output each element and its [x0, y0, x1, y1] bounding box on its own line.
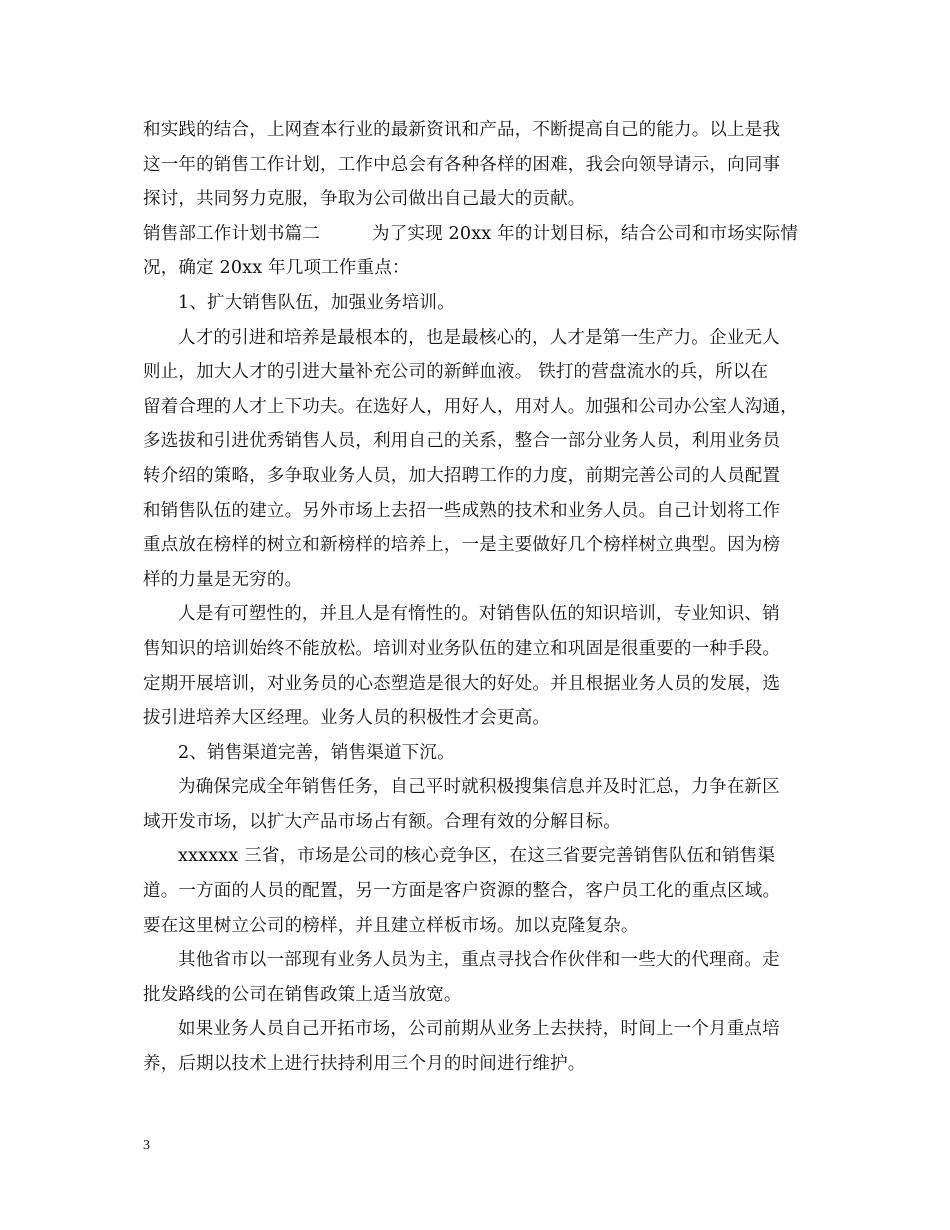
text-line: 样的力量是无穷的。	[143, 569, 303, 590]
item-title: 2、销售渠道完善，销售渠道下沉。	[178, 742, 455, 763]
text-line: 留着合理的人才上下功夫。在选好人，用好人，用对人。加强和公司办公室人沟通，	[143, 396, 798, 417]
text-line: 其他省市以一部现有业务人员为主，重点寻找合作伙伴和一些大的代理商。走	[178, 950, 780, 971]
text-line: 为确保完成全年销售任务，自己平时就积极搜集信息并及时汇总，力争在新区	[178, 777, 780, 798]
text-line: 则止，加大人才的引进大量补充公司的新鲜血液。 铁打的营盘流水的兵，所以在	[143, 362, 769, 383]
text-line: 转介绍的策略，多争取业务人员，加大招聘工作的力度，前期完善公司的人员配置	[143, 465, 781, 486]
text-line: 人才的引进和培养是最根本的，也是最核心的，人才是第一生产力。企业无人	[178, 327, 780, 348]
item-title: 1、扩大销售队伍，加强业务培训。	[178, 292, 455, 313]
text-line: 多选拔和引进优秀销售人员，利用自己的关系，整合一部分业务人员，利用业务员	[143, 431, 781, 452]
text-line: 拔引进培养大区经理。业务人员的积极性才会更高。	[143, 708, 551, 729]
text-line: 如果业务人员自己开拓市场，公司前期从业务上去扶持，时间上一个月重点培	[178, 1019, 780, 1040]
document-body	[143, 113, 811, 1082]
text-line: 定期开展培训，对业务员的心态塑造是很大的好处。并且根据业务人员的发展，选	[143, 673, 781, 694]
text-line: xxxxxx 三省，市场是公司的核心竞争区，在这三省要完善销售队伍和销售渠	[178, 846, 776, 867]
text-line: 况，确定 20xx 年几项工作重点：	[143, 258, 410, 279]
text-line: 养，后期以技术上进行扶持利用三个月的时间进行维护。	[143, 1054, 586, 1075]
text-line: 和销售队伍的建立。另外市场上去招一些成熟的技术和业务人员。自己计划将工作	[143, 500, 781, 521]
text-line: 批发路线的公司在销售政策上适当放宽。	[143, 984, 462, 1005]
section-intro: 为了实现 20xx 年的计划目标，结合公司和市场实际情	[372, 223, 799, 244]
page-number: 3	[143, 1138, 150, 1153]
text-line: 域开发市场，以扩大产品市场占有额。合理有效的分解目标。	[143, 811, 621, 832]
text-line: 售知识的培训始终不能放松。培训对业务队伍的建立和巩固是很重要的一种手段。	[143, 638, 781, 659]
text-line: 和实践的结合，上网查本行业的最新资讯和产品，不断提高自己的能力。以上是我	[143, 120, 781, 140]
section-heading: 销售部工作计划书篇二	[143, 223, 320, 244]
text-line: 人是有可塑性的，并且人是有惰性的。对销售队伍的知识培训，专业知识、销	[178, 604, 780, 625]
section-heading-line	[143, 217, 811, 252]
text-line: 探讨，共同努力克服，争取为公司做出自己最大的贡献。	[143, 189, 586, 210]
text-line: 这一年的销售工作计划，工作中总会有各种各样的困难，我会向领导请示，向同事	[143, 154, 781, 175]
text-line: 重点放在榜样的树立和新榜样的培养上，一是主要做好几个榜样树立典型。因为榜	[143, 535, 781, 556]
text-line: 要在这里树立公司的榜样，并且建立样板市场。加以克隆复杂。	[143, 915, 639, 936]
text-line: 道。一方面的人员的配置，另一方面是客户资源的整合，客户员工化的重点区域。	[143, 881, 781, 902]
